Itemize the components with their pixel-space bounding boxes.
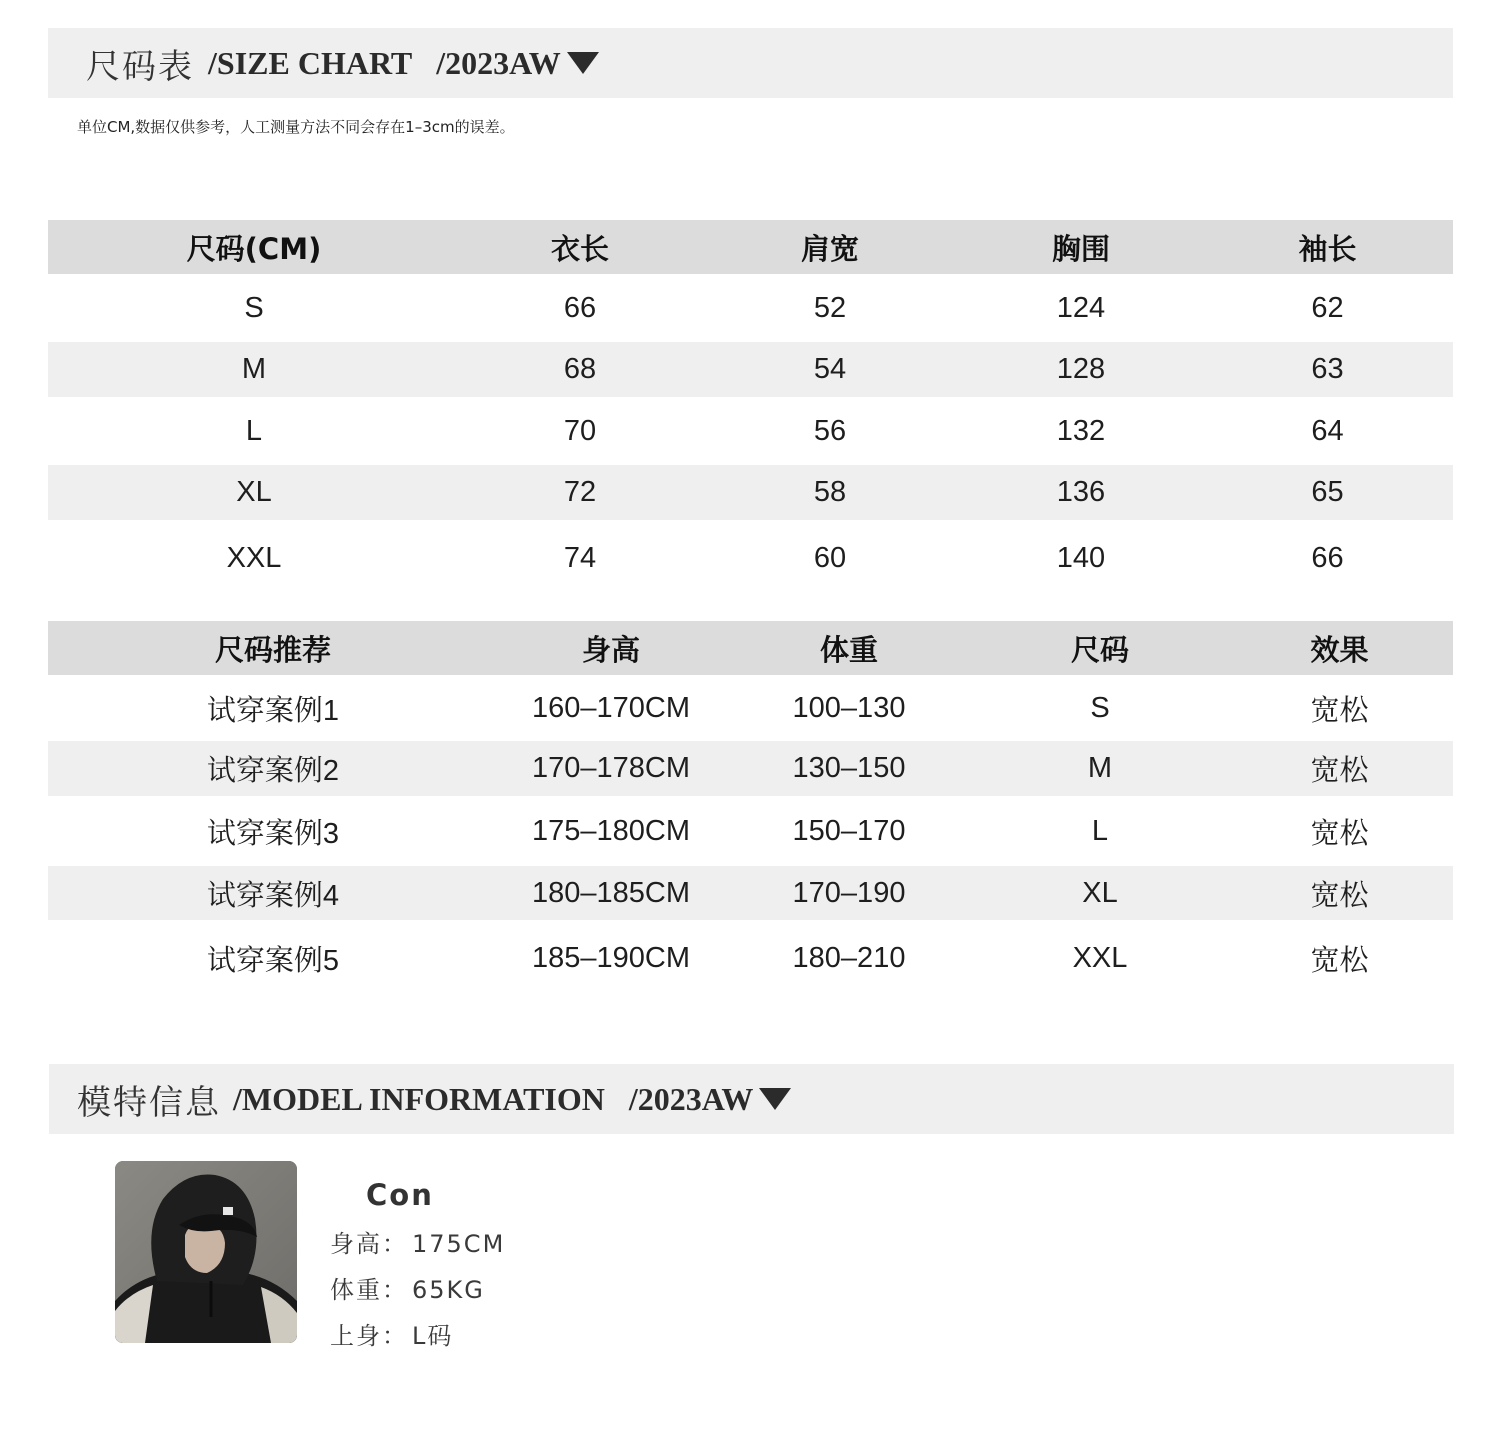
- triangle-down-icon: [759, 1088, 791, 1110]
- recommend-table-header: [48, 621, 1453, 675]
- cell-shoulder: 52: [813, 291, 847, 324]
- header-recommend: 尺码推荐: [48, 621, 498, 675]
- header-shoulder: 肩宽: [700, 220, 960, 274]
- model-top-value: L码: [412, 1322, 454, 1350]
- table-row: [48, 866, 1453, 920]
- cell-size: XXL: [1072, 941, 1128, 974]
- cell-fit: 宽松: [1226, 866, 1453, 920]
- cell-height: 160–170CM: [532, 691, 690, 724]
- cell-size: S: [244, 291, 264, 324]
- model-height-label: 身高：: [330, 1230, 408, 1258]
- size-chart-title-en: /SIZE CHART: [208, 44, 413, 81]
- cell-chest: 140: [1056, 541, 1106, 574]
- table-row: [48, 397, 1453, 465]
- cell-height: 170–178CM: [498, 741, 724, 796]
- header-sleeve: 袖长: [1202, 220, 1453, 274]
- cell-case: 试穿案例1: [206, 694, 340, 727]
- model-photo: [115, 1161, 297, 1343]
- header-length: 衣长: [460, 220, 700, 274]
- cell-case: 试穿案例4: [48, 866, 498, 920]
- cell-height: 180–185CM: [498, 866, 724, 920]
- table-row: [48, 675, 1453, 741]
- cell-length: 72: [460, 465, 700, 520]
- cell-case: 试穿案例2: [48, 741, 498, 796]
- cell-case: 试穿案例5: [206, 944, 340, 977]
- model-weight-label: 体重：: [330, 1276, 408, 1304]
- size-table: [48, 220, 1453, 596]
- cell-size: XL: [48, 465, 460, 520]
- cell-size: XXL: [226, 541, 282, 574]
- cell-chest: 136: [960, 465, 1202, 520]
- cell-fit: 宽松: [1310, 694, 1369, 727]
- cell-shoulder: 56: [813, 414, 847, 447]
- table-row: [48, 796, 1453, 866]
- table-row: [48, 520, 1453, 596]
- cell-length: 74: [563, 541, 597, 574]
- header-size: 尺码(CM): [48, 220, 460, 274]
- model-info-title-cn: 模特信息: [77, 1082, 221, 1123]
- cell-weight: 130–150: [724, 741, 974, 796]
- cell-height: 175–180CM: [532, 814, 690, 847]
- cell-chest: 128: [960, 342, 1202, 397]
- cell-sleeve: 64: [1311, 414, 1344, 447]
- cell-shoulder: 54: [700, 342, 960, 397]
- cell-size: XL: [974, 866, 1226, 920]
- size-chart-season: /2023AW: [436, 44, 561, 81]
- cell-length: 70: [563, 414, 597, 447]
- cell-fit: 宽松: [1310, 944, 1369, 977]
- cell-size: M: [48, 342, 460, 397]
- model-weight: [330, 1270, 485, 1305]
- model-top-label: 上身：: [330, 1322, 408, 1350]
- cell-weight: 170–190: [724, 866, 974, 920]
- cell-shoulder: 60: [813, 541, 847, 574]
- cell-sleeve: 63: [1202, 342, 1453, 397]
- cell-fit: 宽松: [1226, 741, 1453, 796]
- cell-chest: 132: [1056, 414, 1106, 447]
- header-fit: 效果: [1226, 621, 1453, 675]
- triangle-down-icon: [567, 52, 599, 74]
- size-chart-header: [48, 28, 1453, 98]
- cell-fit: 宽松: [1310, 817, 1369, 850]
- cell-shoulder: 58: [700, 465, 960, 520]
- model-height-value: 175CM: [412, 1230, 506, 1258]
- model-info-title-en: /MODEL INFORMATION: [233, 1080, 605, 1117]
- cell-case: 试穿案例3: [206, 817, 340, 850]
- model-name: Con: [366, 1178, 434, 1212]
- measurement-note: 单位CM,数据仅供参考，人工测量方法不同会存在1–3cm的误差。: [77, 118, 515, 136]
- size-table-header: [48, 220, 1453, 274]
- cell-size: S: [1090, 691, 1110, 724]
- model-weight-value: 65KG: [412, 1276, 485, 1304]
- cell-sleeve: 66: [1311, 541, 1344, 574]
- header-size: 尺码: [974, 621, 1226, 675]
- model-height: [330, 1224, 505, 1259]
- header-height: 身高: [498, 621, 724, 675]
- cell-weight: 180–210: [792, 941, 906, 974]
- cell-size: L: [1091, 814, 1109, 847]
- model-photo-graphic: [115, 1161, 297, 1343]
- cell-length: 68: [460, 342, 700, 397]
- model-info-season: /2023AW: [628, 1080, 754, 1117]
- table-row: [48, 342, 1453, 397]
- cell-size: M: [974, 741, 1226, 796]
- header-chest: 胸围: [960, 220, 1202, 274]
- size-chart-title-cn: 尺码表: [86, 46, 194, 87]
- cell-chest: 124: [1056, 291, 1106, 324]
- model-info-header: [49, 1064, 1454, 1134]
- cell-weight: 150–170: [792, 814, 906, 847]
- cell-sleeve: 62: [1311, 291, 1344, 324]
- header-weight: 体重: [724, 621, 974, 675]
- cell-size: L: [245, 414, 263, 447]
- table-row: [48, 741, 1453, 796]
- cell-length: 66: [563, 291, 597, 324]
- cell-height: 185–190CM: [532, 941, 690, 974]
- table-row: [48, 920, 1453, 996]
- table-row: [48, 274, 1453, 342]
- cell-weight: 100–130: [792, 691, 906, 724]
- recommend-table: [48, 621, 1453, 996]
- table-row: [48, 465, 1453, 520]
- model-top-size: [330, 1316, 453, 1351]
- cell-sleeve: 65: [1202, 465, 1453, 520]
